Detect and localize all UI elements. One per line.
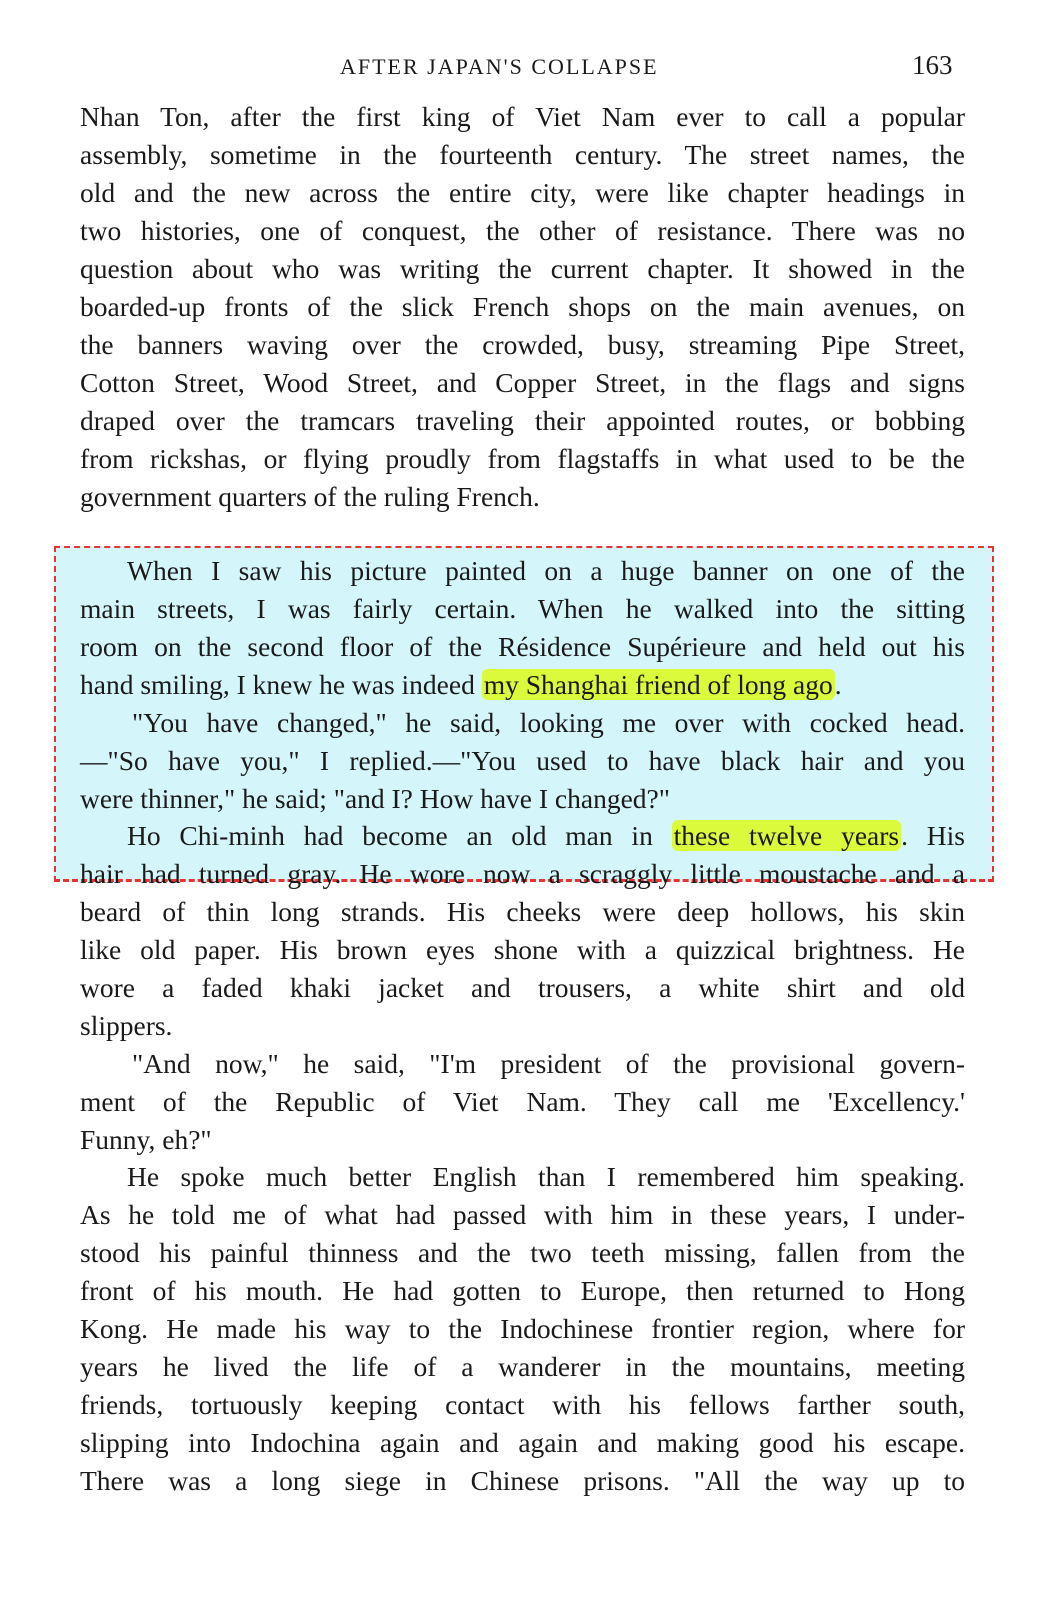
text-line: friends, tortuously keeping contact with his fellows farther south, <box>80 1389 965 1420</box>
text-line: main streets, I was fairly certain. When he walked into the sitting <box>80 593 965 624</box>
text-line: beard of thin long strands. His cheeks were deep hollows, his skin <box>80 896 965 927</box>
text-line: wore a faded khaki jacket and trousers, a white shirt and old <box>80 972 965 1003</box>
text-line: years he lived the life of a wanderer in the mountains, meeting <box>80 1351 965 1382</box>
text-line: boarded-up fronts of the slick French shops on the main avenues, on <box>80 291 965 322</box>
text-line: like old paper. His brown eyes shone with a quizzical brightness. He <box>80 934 965 965</box>
text-line <box>127 817 965 855</box>
text-line: —"So have you," I replied.—"You used to have black hair and you <box>80 745 965 776</box>
text-line: question about who was writing the current chapter. It showed in the <box>80 253 965 284</box>
text-run: . <box>834 669 842 700</box>
text-line: were thinner," he said; "and I? How have I changed?" <box>80 783 670 814</box>
text-line: old and the new across the entire city, were like chapter headings in <box>80 177 965 208</box>
text-run: Ho Chi-minh had become an old man in <box>127 820 672 851</box>
text-line: Kong. He made his way to the Indochinese frontier region, where for <box>80 1313 965 1344</box>
highlighted-phrase: my Shanghai friend of long ago <box>483 669 833 700</box>
text-line: ment of the Republic of Viet Nam. They call me 'Excellency.' <box>80 1086 965 1117</box>
text-line <box>80 666 965 704</box>
text-line: hair had turned gray. He wore now a scraggly little moustache and a <box>80 858 965 889</box>
text-line: stood his painful thinness and the two teeth missing, fallen from the <box>80 1237 965 1268</box>
text-line: As he told me of what had passed with him in these years, I under- <box>80 1199 965 1230</box>
text-line: "You have changed," he said, looking me over with cocked head. <box>132 707 965 738</box>
text-line: front of his mouth. He had gotten to Europe, then returned to Hong <box>80 1275 965 1306</box>
text-line: Funny, eh?" <box>80 1124 212 1155</box>
text-line: He spoke much better English than I remembered him speaking. <box>127 1161 965 1192</box>
text-line: the banners waving over the crowded, busy, streaming Pipe Street, <box>80 329 965 360</box>
text-line: slippers. <box>80 1010 173 1041</box>
text-line: assembly, sometime in the fourteenth century. The street names, the <box>80 139 965 170</box>
text-line: draped over the tramcars traveling their appointed routes, or bobbing <box>80 405 965 436</box>
text-line: Cotton Street, Wood Street, and Copper Street, in the flags and signs <box>80 367 965 398</box>
text-line: slipping into Indochina again and again and making good his escape. <box>80 1427 965 1458</box>
text-line: There was a long siege in Chinese prisons. "All the way up to <box>80 1465 965 1496</box>
text-run: hand smiling, I knew he was indeed <box>80 669 482 700</box>
text-run: . His <box>901 820 966 851</box>
page-header <box>0 50 1049 86</box>
text-line: two histories, one of conquest, the other of resistance. There was no <box>80 215 965 246</box>
text-line: room on the second floor of the Résidence Supérieure and held out his <box>80 631 965 662</box>
page-number: 163 <box>912 50 953 80</box>
running-title: AFTER JAPAN'S COLLAPSE <box>340 54 659 79</box>
text-line: When I saw his picture painted on a huge banner on one of the <box>127 555 965 586</box>
text-line: government quarters of the ruling French. <box>80 481 540 512</box>
text-line: from rickshas, or flying proudly from flagstaffs in what used to be the <box>80 443 965 474</box>
highlighted-phrase: these twelve years <box>673 820 900 851</box>
text-line: Nhan Ton, after the first king of Viet Nam ever to call a popular <box>80 101 965 132</box>
text-line: "And now," he said, "I'm president of the provisional govern- <box>132 1048 965 1079</box>
